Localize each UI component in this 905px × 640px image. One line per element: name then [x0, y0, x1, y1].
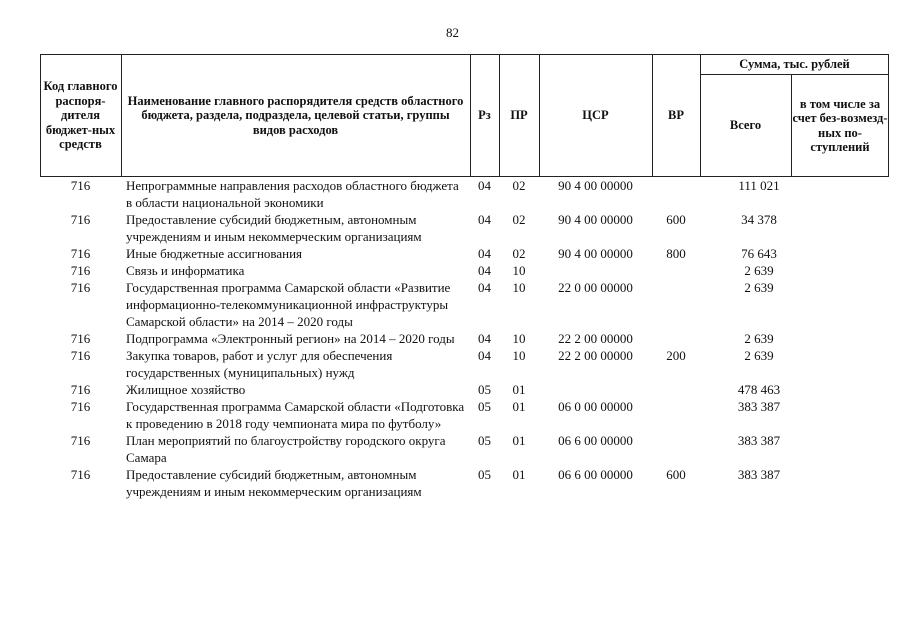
cell-sum — [700, 177, 791, 194]
cell-csr: 06 6 00 00000 — [558, 467, 633, 482]
header-name: Наименование главного распорядителя средств областного бюджета, раздела, подраздела, целевой статьи, группы видов расходов — [127, 93, 464, 137]
cell-kod: 716 — [70, 382, 91, 397]
cell-sum-value: 76 643 — [741, 246, 777, 261]
cell-name: Государственная программа Самарской области «Подготовка к проведению в 2018 году чемпионата мира по футболу» — [126, 399, 465, 431]
cell-sum-value: 2 639 — [744, 348, 774, 363]
cell-name: Государственная программа Самарской области «Развитие информационно-телекоммуникационной инфраструктуры Самарской области» на 2014 – 2020 годы — [126, 280, 451, 329]
cell-sum — [700, 432, 791, 449]
cell-csr: 22 2 00 00000 — [558, 331, 633, 346]
cell-sum-value: 2 639 — [744, 280, 774, 295]
cell-csr: 90 4 00 00000 — [558, 246, 633, 261]
header-kod: Код главного распоря-дителя бюджет-ных средств — [43, 79, 118, 152]
table-row — [40, 279, 889, 330]
cell-kod: 716 — [70, 433, 91, 448]
cell-pr: 02 — [512, 178, 526, 193]
cell-csr: 90 4 00 00000 — [558, 178, 633, 193]
cell-rz: 04 — [478, 331, 491, 346]
header-divider — [652, 55, 653, 176]
cell-pr: 10 — [512, 263, 526, 278]
cell-sum — [700, 381, 791, 398]
cell-pr: 10 — [512, 280, 526, 295]
cell-name: Закупка товаров, работ и услуг для обеспечения государственных (муниципальных) нужд — [126, 348, 393, 380]
cell-csr: 22 0 00 00000 — [558, 280, 633, 295]
header-divider — [888, 55, 889, 176]
cell-sum — [700, 330, 791, 347]
cell-sum-value: 2 639 — [744, 331, 774, 346]
cell-rz: 05 — [478, 399, 491, 414]
cell-pr: 01 — [512, 467, 526, 482]
cell-sum — [700, 245, 791, 262]
table-row — [40, 177, 889, 211]
cell-name: Жилищное хозяйство — [126, 382, 246, 397]
header-rz: Рз — [478, 108, 491, 123]
cell-csr: 22 2 00 00000 — [558, 348, 633, 363]
cell-kod: 716 — [70, 212, 91, 227]
header-divider — [791, 75, 792, 176]
header-summa: Сумма, тыс. рублей — [700, 55, 889, 75]
cell-sum-value: 478 463 — [737, 382, 781, 397]
cell-kod: 716 — [70, 246, 91, 261]
cell-vr: 600 — [666, 212, 686, 227]
header-divider — [470, 55, 471, 176]
cell-name: План мероприятий по благоустройству городского округа Самара — [126, 433, 446, 465]
header-divider — [40, 55, 41, 176]
cell-pr: 01 — [512, 382, 526, 397]
cell-pr: 02 — [512, 212, 526, 227]
header-divider — [121, 55, 122, 176]
table-body — [40, 177, 889, 500]
header-csr: ЦСР — [582, 108, 609, 123]
header-pr: ПР — [510, 108, 528, 123]
cell-name: Непрограммные направления расходов областного бюджета в области национальной экономики — [126, 178, 459, 210]
cell-rz: 04 — [478, 246, 491, 261]
cell-name: Предоставление субсидий бюджетным, автономным учреждениям и иным некоммерческим организациям — [126, 212, 422, 244]
table-header — [40, 54, 889, 177]
cell-rz: 05 — [478, 433, 491, 448]
cell-pr: 02 — [512, 246, 526, 261]
cell-rz: 04 — [478, 178, 491, 193]
cell-name: Подпрограмма «Электронный регион» на 2014 – 2020 годы — [126, 331, 455, 346]
cell-sum-value: 34 378 — [741, 212, 777, 227]
table-row — [40, 432, 889, 466]
table-row — [40, 245, 889, 262]
cell-sum — [700, 262, 791, 279]
cell-name: Предоставление субсидий бюджетным, автономным учреждениям и иным некоммерческим организациям — [126, 467, 422, 499]
table-row — [40, 330, 889, 347]
table-row — [40, 398, 889, 432]
cell-vr: 200 — [666, 348, 686, 363]
cell-sum-value: 2 639 — [744, 263, 774, 278]
cell-sum-value: 383 387 — [737, 399, 781, 414]
cell-rz: 04 — [478, 348, 491, 363]
cell-csr: 90 4 00 00000 — [558, 212, 633, 227]
cell-sum — [700, 211, 791, 228]
page-number: 82 — [446, 25, 459, 40]
cell-kod: 716 — [70, 399, 91, 414]
cell-sum — [700, 466, 791, 483]
table-row — [40, 466, 889, 500]
cell-kod: 716 — [70, 348, 91, 363]
cell-csr: 06 6 00 00000 — [558, 433, 633, 448]
cell-kod: 716 — [70, 467, 91, 482]
cell-kod: 716 — [70, 263, 91, 278]
cell-rz: 04 — [478, 212, 491, 227]
cell-sum-value: 111 021 — [738, 178, 780, 193]
header-v-tom-chisle: в том числе за счет без-возмезд-ных по-ступлений — [792, 96, 888, 154]
cell-kod: 716 — [70, 178, 91, 193]
cell-csr: 06 0 00 00000 — [558, 399, 633, 414]
table-row — [40, 211, 889, 245]
cell-pr: 10 — [512, 348, 526, 363]
cell-rz: 05 — [478, 467, 491, 482]
header-vsego: Всего — [729, 118, 762, 133]
cell-sum-value: 383 387 — [737, 433, 781, 448]
cell-kod: 716 — [70, 331, 91, 346]
cell-sum — [700, 279, 791, 296]
cell-rz: 05 — [478, 382, 491, 397]
cell-sum-value: 383 387 — [737, 467, 781, 482]
cell-rz: 04 — [478, 263, 491, 278]
cell-sum — [700, 398, 791, 415]
cell-rz: 04 — [478, 280, 491, 295]
header-divider — [539, 55, 540, 176]
cell-name: Связь и информатика — [126, 263, 245, 278]
cell-sum — [700, 347, 791, 364]
header-divider — [499, 55, 500, 176]
cell-pr: 01 — [512, 433, 526, 448]
cell-vr: 600 — [666, 467, 686, 482]
cell-name: Иные бюджетные ассигнования — [126, 246, 303, 261]
header-vr: ВР — [668, 108, 684, 123]
cell-vr: 800 — [666, 246, 686, 261]
cell-pr: 01 — [512, 399, 526, 414]
table-row — [40, 381, 889, 398]
header-divider — [700, 55, 701, 176]
table-row — [40, 262, 889, 279]
cell-kod: 716 — [70, 280, 91, 295]
table-row — [40, 347, 889, 381]
cell-pr: 10 — [512, 331, 526, 346]
